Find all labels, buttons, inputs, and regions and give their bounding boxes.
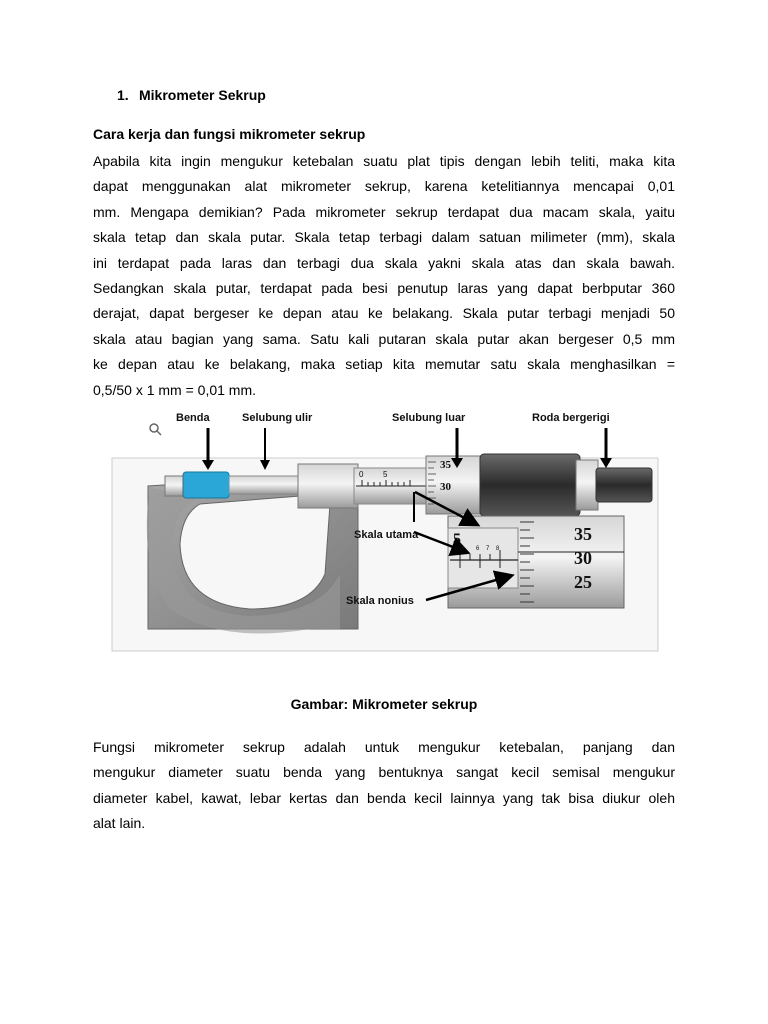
knurled-barrel (480, 454, 580, 516)
heading-title: Mikrometer Sekrup (139, 87, 266, 103)
sleeve-number: 0 (359, 470, 364, 479)
label-selubung-luar: Selubung luar (392, 412, 466, 424)
paragraph-line: skala tetap dan skala putar. Skala tetap terbagi dalam satuan milimeter (mm), skala (93, 229, 675, 246)
thimble-number: 30 (440, 481, 451, 493)
paragraph-line: Sedangkan skala putar, terdapat pada besi penutup laras yang dapat berbputar 360 (93, 279, 675, 296)
label-roda-bergerigi: Roda bergerigi (532, 412, 610, 424)
label-benda: Benda (176, 412, 210, 424)
thimble-number: 35 (440, 459, 451, 471)
zoom-number: 25 (574, 572, 592, 592)
paragraph-line: mengukur diameter suatu benda yang bentuknya sangat kecil semisal mengukur (93, 764, 675, 781)
paragraph-line: Fungsi mikrometer sekrup adalah untuk mengukur ketebalan, panjang dan (93, 739, 675, 755)
zoom-small-number: 8 (496, 546, 500, 552)
ratchet (596, 468, 652, 502)
zoom-main-scale: 5 (453, 531, 461, 548)
zoom-small-number: 6 (476, 546, 480, 552)
paragraph-line: ini terdapat pada laras dan terbagi dua skala yakni skala atas dan skala bawah. (93, 254, 675, 271)
paragraph-line: ke depan atau ke belakang, maka setiap kita memutar satu skala menghasilkan = (93, 356, 675, 373)
zoom-small-number: 7 (486, 546, 490, 552)
paragraph-2 (93, 735, 675, 837)
zoom-inset (448, 516, 624, 608)
label-skala-utama: Skala utama (354, 529, 419, 541)
paragraph-line: Apabila kita ingin mengukur ketebalan suatu plat tipis dengan lebih teliti, maka kita (93, 153, 675, 169)
micrometer-figure (110, 404, 662, 654)
zoom-number: 35 (574, 524, 592, 544)
figure-caption: Gambar: Mikrometer sekrup (290, 696, 478, 712)
paragraph-line: diameter kabel, kawat, lebar kertas dan benda kecil lainnya yang tak bisa diukur oleh (93, 789, 675, 806)
subheading: Cara kerja dan fungsi mikrometer sekrup (93, 126, 366, 142)
benda-object (183, 472, 229, 498)
paragraph-line: dapat menggunakan alat mikrometer sekrup, karena ketelitiannya mencapai 0,01 (93, 178, 675, 195)
sleeve (298, 464, 358, 508)
heading-number: 1. (117, 87, 129, 103)
sleeve-number: 5 (383, 470, 388, 479)
paragraph-line: 0,5/50 x 1 mm = 0,01 mm. (93, 381, 257, 398)
paragraph-line: mm. Mengapa demikian? Pada mikrometer sekrup terdapat dua macam skala, yaitu (93, 203, 675, 220)
label-selubung-ulir: Selubung ulir (242, 412, 313, 424)
label-skala-nonius: Skala nonius (346, 595, 414, 607)
paragraph-line: alat lain. (93, 815, 146, 832)
zoom-number: 30 (574, 548, 592, 568)
section-heading (117, 87, 266, 103)
paragraph-line: derajat, dapat bergeser ke depan atau ke belakang. Skala putar terbagi menjadi 50 (93, 305, 675, 322)
paragraph-1 (93, 149, 675, 403)
paragraph-line: skala atau bagian yang sama. Satu kali putaran skala putar akan bergeser 0,5 mm (93, 330, 675, 347)
thimble (426, 456, 482, 514)
zoom-icon (150, 424, 161, 435)
